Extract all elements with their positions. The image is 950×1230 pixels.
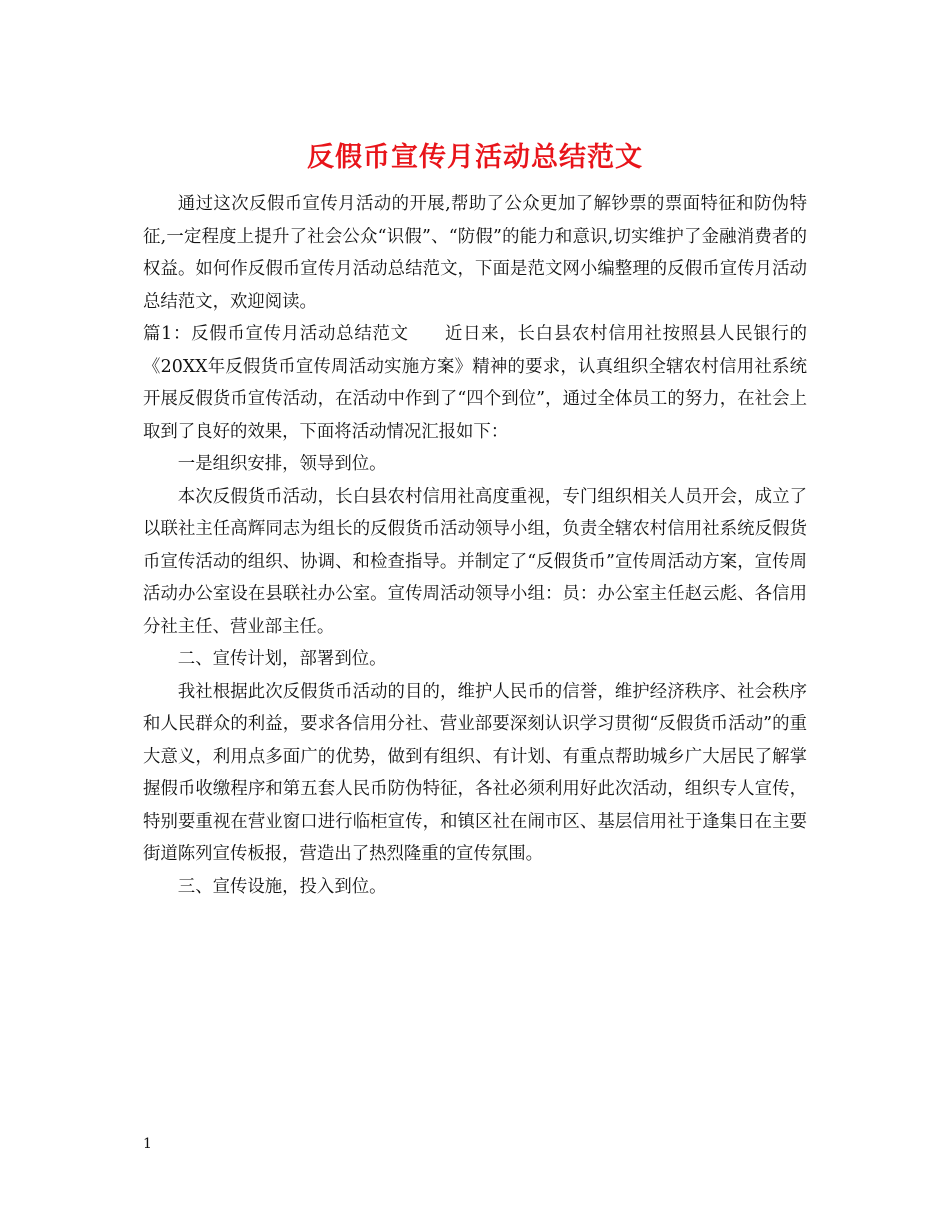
paragraph-section-1: 篇1：反假币宣传月活动总结范文 近日来，长白县农村信用社按照县人民银行的《20XX年反假货币宣传周活动实施方案》精神的要求，认真组织全辖农村信用社系统开展反假货币宣传活动，在活动中作到了“四个到位”，通过全体员工的努力，在社会上取到了良好的效果，下面将活动情况汇报如下： (143, 324, 807, 442)
paragraph-organization: 本次反假货币活动，长白县农村信用社高度重视，专门组织相关人员开会，成立了以联社主任高辉同志为组长的反假货币活动领导小组，负责全辖农村信用社系统反假货币宣传活动的组织、协调、和检查指导。并制定了“反假货币”宣传周活动方案，宣传周活动办公室设在县联社办公室。宣传周活动领导小组：员：办公室主任赵云彪、各信用分社主任、营业部主任。 (143, 486, 807, 637)
paragraph-heading-3: 三、宣传设施，投入到位。 (177, 876, 387, 897)
document-title: 反假币宣传月活动总结范文 (307, 142, 643, 173)
document-body (143, 188, 807, 903)
paragraph-heading-1: 一是组织安排，领导到位。 (177, 454, 387, 474)
page-number: 1 (143, 1136, 152, 1152)
paragraph-plan: 我社根据此次反假货币活动的目的，维护人民币的信誉，维护经济秩序、社会秩序和人民群众的利益，要求各信用分社、营业部要深刻认识学习贯彻“反假货币活动”的重大意义，利用点多面广的优势，做到有组织、有计划、有重点帮助城乡广大居民了解掌握假币收缴程序和第五套人民币防伪特征，各社必须利用好此次活动，组织专人宣传，特别要重视在营业窗口进行临柜宣传，和镇区社在闹市区、基层信用社于逢集日在主要街道陈列宣传板报，营造出了热烈隆重的宣传氛围。 (143, 681, 807, 864)
paragraph-heading-2: 二、宣传计划，部署到位。 (177, 649, 387, 669)
paragraph-intro: 通过这次反假币宣传月活动的开展,帮助了公众更加了解钞票的票面特征和防伪特征,一定程度上提升了社会公众“识假”、“防假”的能力和意识,切实维护了金融消费者的权益。如何作反假币宣传月活动总结范文，下面是范文网小编整理的反假币宣传月活动总结范文，欢迎阅读。 (143, 194, 807, 312)
